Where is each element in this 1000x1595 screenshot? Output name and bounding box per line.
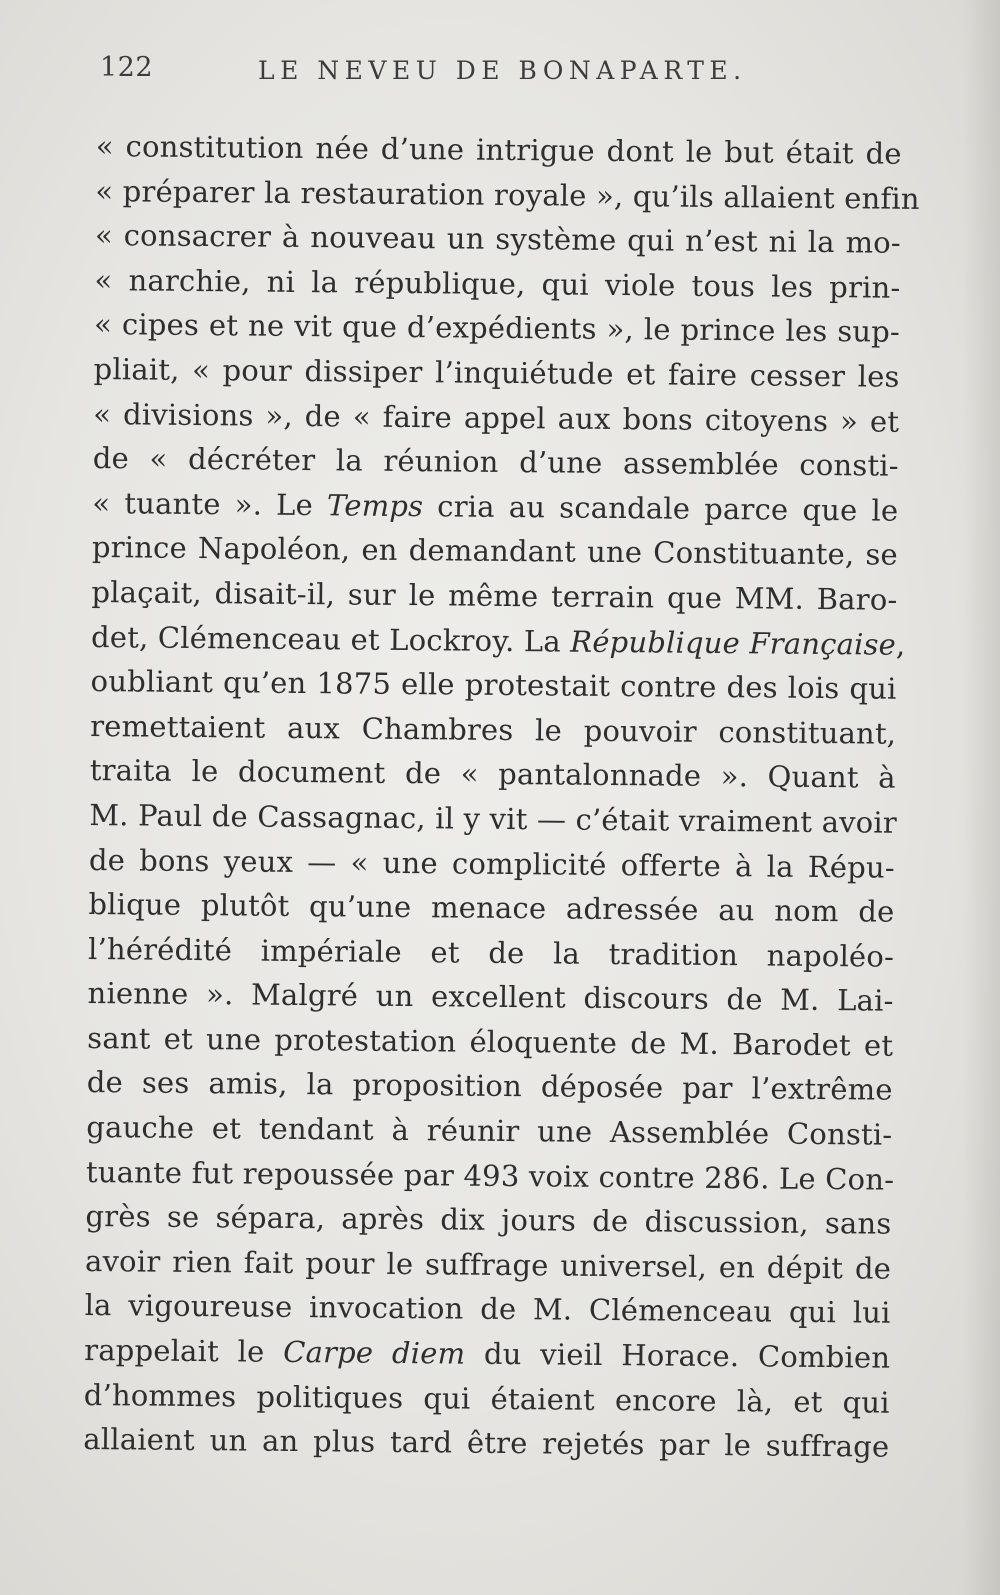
text-line: de bons yeux — « une complicité offerte à la Répu- xyxy=(88,842,896,885)
text-line: blique plutôt qu’une menace adressée au nom de xyxy=(88,887,895,929)
text-line: oubliant qu’en 1875 elle protestait contre des lois qui xyxy=(90,664,897,706)
text-line: « constitution née d’une intrigue dont le but était de xyxy=(95,128,902,171)
text-line: traita le document de « pantalonnade ». Quant à xyxy=(89,753,896,796)
text-line: « préparer la restauration royale », qu’ils allaient enfin xyxy=(95,173,920,216)
text-line: allaient un an plus tard être rejetés par le suffrage xyxy=(83,1422,890,1464)
text-line: avoir rien fait pour le suffrage universel, en dépit de xyxy=(84,1243,892,1286)
text-line: pliait, « pour dissiper l’inquiétude et faire cesser les xyxy=(93,351,900,394)
italic-quote: Carpe diem xyxy=(283,1334,466,1371)
text-line: « divisions », de « faire appel aux bons citoyens » et xyxy=(93,396,900,439)
text-line: « cipes et ne vit que d’expédients », le prince les sup- xyxy=(93,307,901,350)
text-line: « consacrer à nouveau un système qui n’est ni la mo- xyxy=(94,218,902,260)
text-line: « tuante ». Le Temps cria au scandale parce que le xyxy=(92,485,899,528)
page-number: 122 xyxy=(100,52,154,83)
text-line: de ses amis, la proposition déposée par l’extrême xyxy=(86,1065,893,1108)
page-edge-shadow xyxy=(962,0,1000,1595)
body-text xyxy=(83,124,920,1469)
text-line: grès se sépara, après dix jours de discussion, sans xyxy=(85,1199,892,1241)
text-line: det, Clémenceau et Lockroy. La République Française, xyxy=(90,619,906,662)
text-line: sant et une protestation éloquente de M. Barodet et xyxy=(87,1020,894,1063)
text-line: « narchie, ni la république, qui viole tous les prin- xyxy=(94,262,901,305)
italic-title: Temps xyxy=(326,487,424,523)
text-line: nienne ». Malgré un excellent discours de M. Lai- xyxy=(87,976,894,1018)
text-line: l’hérédité impériale et de la tradition napoléo- xyxy=(87,931,895,974)
text-line: de « décréter la réunion d’une assemblée consti- xyxy=(92,441,899,483)
page-header xyxy=(100,52,760,100)
text-line: M. Paul de Cassagnac, il y vit — c’était vraiment avoir xyxy=(89,797,898,840)
text-line: plaçait, disait-il, sur le même terrain que MM. Baro- xyxy=(91,574,898,617)
text-line: rappelait le Carpe diem du vieil Horace. Combien xyxy=(84,1332,891,1375)
text-line: la vigoureuse invocation de M. Clémenceau qui lui xyxy=(84,1288,891,1331)
text-line: d’hommes politiques qui étaient encore là, et qui xyxy=(83,1377,890,1420)
text-line: gauche et tendant à réunir une Assemblée Consti- xyxy=(86,1110,893,1152)
text-line: prince Napoléon, en demandant une Constituante, se xyxy=(91,530,899,573)
italic-title: République Française xyxy=(570,624,897,662)
running-title: LE NEVEU DE BONAPARTE. xyxy=(258,56,747,85)
text-line: tuante fut repoussée par 493 voix contre 286. Le Con- xyxy=(85,1154,895,1197)
text-line: remettaient aux Chambres le pouvoir constituant, xyxy=(90,708,897,751)
